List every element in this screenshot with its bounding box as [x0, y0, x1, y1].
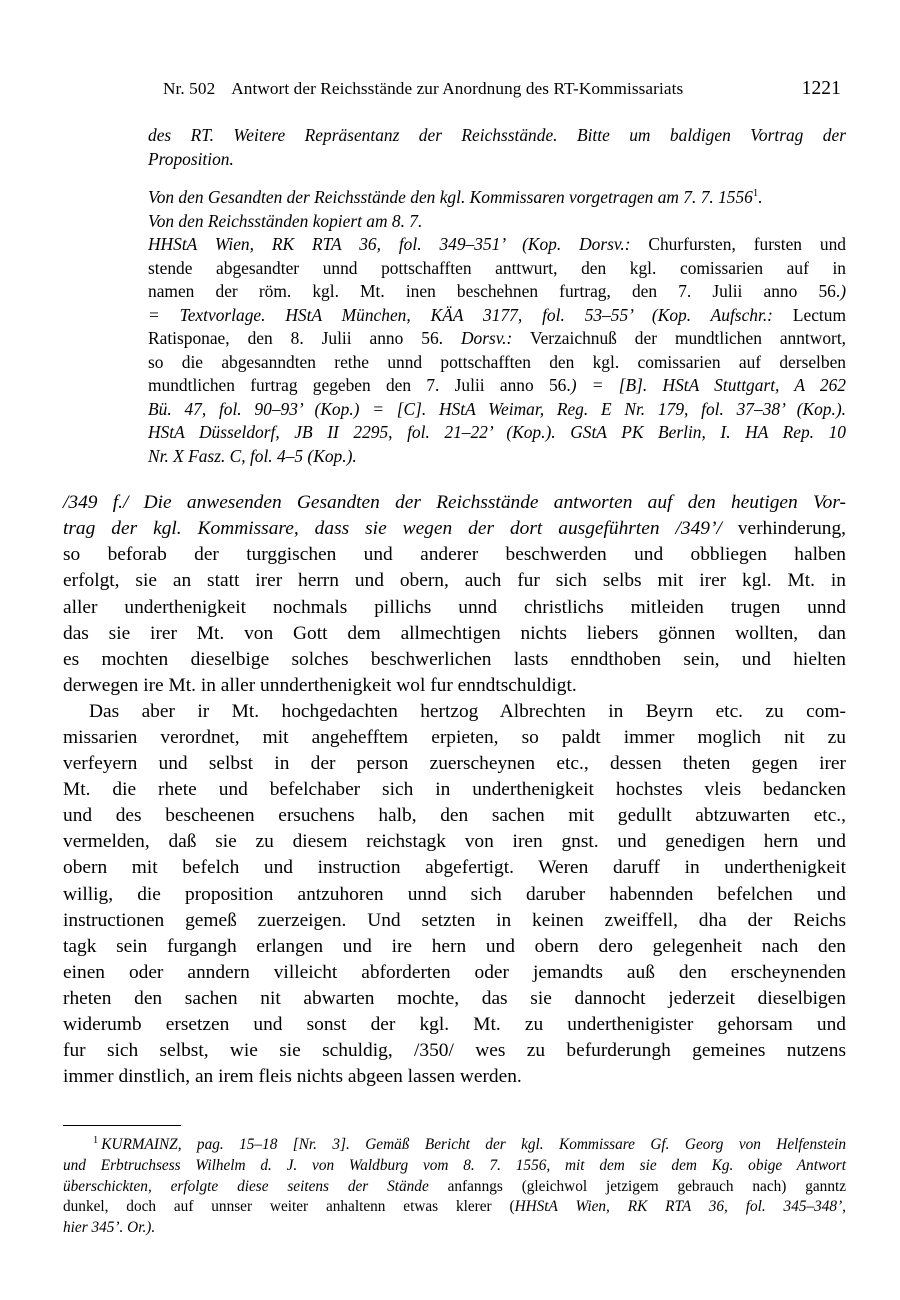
- provenance-text: Von den Gesandten der Reichsstände den kgl. Kommissaren vorgetragen am 7. 7. 1556: [148, 187, 753, 208]
- body-line: vermelden, daß sie zu diesem reichstagk von iren gnst. und genedigen hern und: [63, 831, 846, 853]
- archival-line: [148, 327, 846, 350]
- footnote-line: hier 345’. Or.).: [63, 1219, 156, 1237]
- body-line: das sie irer Mt. von Gott dem allmechtigen nichts liebers gönnen wollten, dan: [63, 622, 846, 644]
- archival-line: [148, 304, 846, 327]
- body-line: fur sich selbst, wie sie schuldig, /350/ wes zu befurderungh gemeines nutzens: [63, 1040, 846, 1062]
- body-line: immer dinstlich, an irem fleis nichts abgeen lassen werden.: [63, 1066, 522, 1088]
- body-line: derwegen ire Mt. in aller unnderthenigkeit wol fur enndtschuldigt.: [63, 674, 577, 696]
- footnote-line: und Erbtruchsess Wilhelm d. J. von Waldburg vom 8. 7. 1556, mit dem sie dem Kg. obige Antwort: [63, 1156, 846, 1174]
- archival-dorsv-label: Dorsv.:: [460, 328, 513, 349]
- content-column: [63, 124, 846, 1090]
- page-number: 1221: [801, 78, 841, 99]
- archival-line: HStA Düsseldorf, JB II 2295, fol. 21–22’ (Kop.). GStA PK Berlin, I. HA Rep. 10: [148, 422, 846, 443]
- archival-signature: HHStA Wien, RK RTA 36, fol. 349–351’ (Kop. Dorsv.:: [148, 234, 631, 255]
- provenance-period: .: [758, 187, 763, 208]
- running-head-title: Antwort der Reichsstände zur Anordnung des RT-Kommissariats: [231, 79, 684, 98]
- footnote-text-italic: überschickten, erfolgte diese seitens der Stände: [63, 1177, 429, 1195]
- regest-block: [148, 124, 846, 171]
- body-line: einen oder anndern villeicht abforderten oder jemandts auß den erscheynenden: [63, 961, 846, 983]
- provenance-line: [148, 186, 846, 209]
- body-line: aller underthenigkeit nochmals pillichs unnd christlichs mitleiden trugen unnd: [63, 596, 846, 618]
- body-line: missarien verordnet, mit angehefftem erpieten, so paldt immer moglich nit zu: [63, 727, 846, 748]
- body-text: [63, 490, 846, 1090]
- regest-line: des RT. Weitere Repräsentanz der Reichsstände. Bitte um baldigen Vortrag der: [148, 125, 846, 145]
- footnote-reference: 1: [752, 187, 759, 200]
- body-line: so beforab der turggischen und anderer beschwerden und obbliegen halben: [63, 544, 846, 566]
- footnote-line: [63, 1177, 846, 1198]
- archival-line: Nr. X Fasz. C, fol. 4–5 (Kop.).: [148, 445, 357, 466]
- body-line: tagk sein furgangh erlangen und ire hern und obern dero gelegenheit nach den: [63, 935, 846, 957]
- body-line: es mochten dieselbige solches beschwerlichen lasts enndthoben sein, und hielten: [63, 648, 846, 670]
- archival-aufschr: Ratisponae, den 8. Julii anno 56.: [148, 328, 461, 349]
- archival-paren: ): [840, 281, 846, 302]
- archival-signature: = Textvorlage. HStA München, KÄA 3177, fol. 53–55’ (Kop. Aufschr.:: [148, 304, 773, 325]
- archival-line: [148, 374, 846, 397]
- footnote-line: [63, 1197, 846, 1218]
- body-line: obern mit befelch und instruction abgefertigt. Weren daruff in underthenigkeit: [63, 857, 846, 879]
- regest-line: Proposition.: [148, 148, 234, 169]
- archival-line: [148, 280, 846, 303]
- body-line: verfeyern und selbst in der person zuerscheynen etc., dessen theten gegen irer: [63, 753, 846, 775]
- body-line: widerumb ersetzen und sonst der kgl. Mt. zu underthenigister gehorsam und: [63, 1014, 846, 1036]
- archival-line: Bü. 47, fol. 90–93’ (Kop.) = [C]. HStA Weimar, Reg. E Nr. 179, fol. 37–38’ (Kop.).: [148, 398, 846, 419]
- body-line: und des bescheenen ersuchens halb, den sachen mit gedullt abtzuwarten etc.,: [63, 805, 846, 827]
- body-line: rheten den sachen nit abwarten mochte, das sie dannocht jederzeit dieselbigen: [63, 987, 846, 1009]
- body-line: instructionen gemeß zuerzeigen. Und setzten in keinen zweiffell, dha der Reichs: [63, 909, 846, 931]
- running-head: [63, 78, 845, 104]
- document-number: Nr. 502: [163, 79, 216, 98]
- body-line-italic: trag der kgl. Kommissare, dass sie wegen der dort ausgeführten /349’/: [63, 518, 722, 540]
- footnote-source-signature: HHStA Wien, RK RTA 36, fol. 345–348’,: [514, 1198, 846, 1216]
- archival-dorsal: Verzaichnuß der mundtlichen anntwort,: [512, 328, 846, 349]
- footnote-number: 1: [93, 1134, 99, 1146]
- body-line-roman: verhinderung,: [721, 518, 847, 540]
- archival-dorsal: namen der röm. kgl. Mt. inen beschehnen furtrag, den 7. Julii anno 56.: [148, 281, 841, 302]
- body-line: Mt. die rhete und befelchaber sich in underthenigkeit hochstes vleis bedancken: [63, 779, 846, 801]
- body-line: erfolgt, sie an statt irer herrn und obern, auch fur sich selbs mit irer kgl. Mt. in: [63, 570, 846, 592]
- footnote-line: [63, 1135, 846, 1156]
- archival-aufschr: Lectum: [772, 304, 846, 325]
- archival-line: [148, 233, 846, 256]
- footnote-text-roman: dunkel, doch auf unnser weiter anhaltenn etwas klerer (: [63, 1198, 515, 1216]
- body-line: willig, die proposition antzuhoren unnd sich daruber habennden befelchen und: [63, 883, 846, 905]
- archival-line: so die abgesanndten rethe unnd pottschafften den kgl. comissarien auf derselben: [148, 351, 846, 372]
- footnote-text-roman: anfanngs (gleichwol jetzigem gebrauch nach) ganntz: [428, 1177, 847, 1195]
- body-line: Das aber ir Mt. hochgedachten hertzog Albrechten in Beyrn etc. zu com-: [89, 700, 846, 722]
- archival-dorsal: Churfursten, fursten und: [630, 234, 846, 255]
- archival-dorsal: mundtlichen furtrag gegeben den 7. Julii anno 56.: [148, 375, 571, 396]
- footnote-text: KURMAINZ, pag. 15–18 [Nr. 3]. Gemäß Bericht der kgl. Kommissare Gf. Georg von Helfenstein: [101, 1136, 846, 1153]
- archival-description-block: [148, 186, 846, 468]
- body-line: [63, 516, 846, 542]
- footnote-block: [63, 1125, 846, 1239]
- archival-signature: ) = [B]. HStA Stuttgart, A 262: [570, 375, 846, 396]
- body-line: /349 f./ Die anwesenden Gesandten der Reichsstände antworten auf den heutigen Vor-: [63, 492, 846, 514]
- running-head-left: [163, 79, 683, 99]
- footnote-separator-rule: [63, 1125, 181, 1126]
- archival-line: stende abgesandter unnd pottschafften anttwurt, den kgl. comissarien auf in: [148, 257, 846, 278]
- provenance-line: Von den Reichsständen kopiert am 8. 7.: [148, 210, 423, 231]
